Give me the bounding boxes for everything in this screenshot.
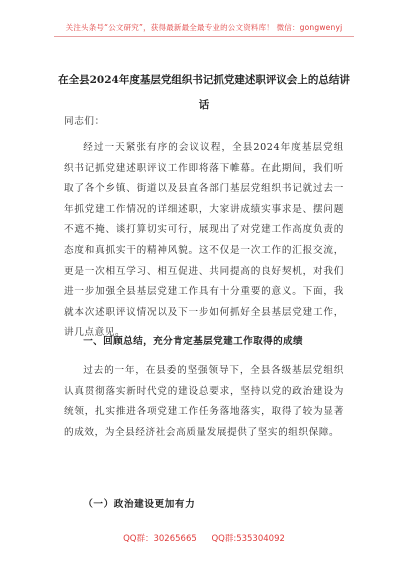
salutation: 同志们： [64,116,105,127]
footer-qq-groups [0,532,408,544]
document-title: 在全县2024年度基层党组织书记抓党建述职评议会上的总结讲话 [58,74,350,111]
qq-group-1: QQ群：30265665 [123,534,197,544]
section-heading-1: 一、回顾总结，充分肯定基层党建工作取得的成绩 [83,336,304,347]
paragraph-intro: 经过一天紧张有序的会议议程，全县2024年度基层党组织书记抓党建述职评议工作即将落下帷幕。在此期间，我们听取了各个乡镇、街道以及县直各部门基层党组织书记就过去一年抓党建工作情况的详细述职，大家讲成绩实事求是、摆问题不遮不掩、谈打算切实可行，展现出了对党建工作高度负责的态度和真抓实干的精神风貌。这不仅是一次工作的汇报交流，更是一次相互学习、相互促进、共同提高的良好契机，对我们进一步加强全县基层党建工作具有十分重要的意义。下面，我就本次述职评议情况以及下一步如何抓好全县基层党建工作，讲几点意见。 [64,142,344,339]
subsection-heading-1: （一）政治建设更加有力 [83,499,196,510]
qq-group-2: QQ群:535304092 [211,534,285,544]
header-promo-note: 关注头条号“公文研究”，获得最新最全最专业的公文资料库！ 微信：gongwenyj [65,23,343,32]
paragraph-review: 过去的一年，在县委的坚强领导下，全县各级基层党组织认真贯彻落实新时代党的建设总要求，坚持以党的政治建设为统领，扎实推进各项党建工作任务落地落实，取得了较为显著的成效，为全县经济社会高质量发展提供了坚实的组织保障。 [64,365,344,438]
header-divider [54,36,354,37]
